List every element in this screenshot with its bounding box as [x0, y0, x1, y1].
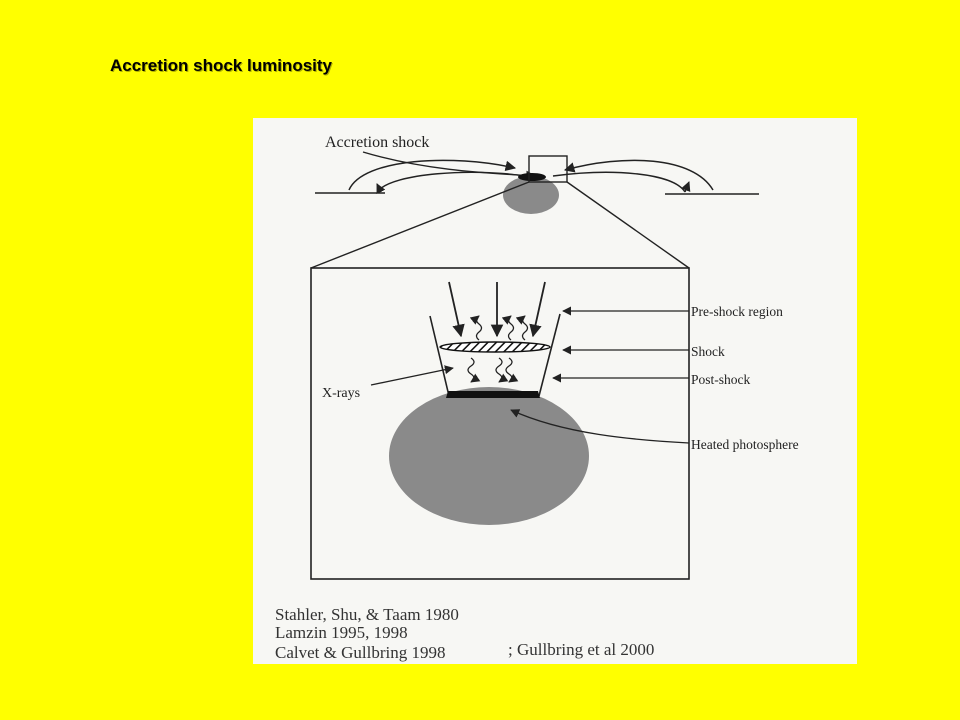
right-outer-flow-arrow — [565, 160, 713, 190]
column-wall-right — [539, 314, 560, 396]
photon-up-1 — [477, 316, 482, 340]
zoom-line-right — [567, 182, 689, 268]
right-upflow-arrow — [685, 182, 689, 192]
accretion-shock-figure — [253, 118, 857, 664]
accretion-shock-label: Accretion shock — [325, 134, 430, 151]
reference-line-1: Stahler, Shu, & Taam 1980 — [275, 605, 459, 624]
stellar-surface — [389, 387, 589, 525]
left-outer-flow-arrow — [349, 160, 515, 190]
xrays-label: X-rays — [322, 386, 361, 401]
shock-layer — [440, 342, 550, 352]
references — [275, 605, 654, 662]
photon-down-1 — [468, 358, 474, 382]
shock-label: Shock — [691, 344, 725, 359]
pre-shock-label: Pre-shock region — [691, 304, 783, 319]
photon-up-2 — [509, 316, 514, 340]
reference-line-3b: ; Gullbring et al 2000 — [508, 640, 655, 659]
right-inner-flow — [553, 172, 685, 192]
xrays-pointer — [371, 368, 453, 385]
infall-arrow-1 — [449, 282, 461, 336]
reference-line-2: Lamzin 1995, 1998 — [275, 623, 408, 642]
small-shock-cap — [518, 173, 546, 181]
heated-photosphere-label: Heated photosphere — [691, 437, 799, 452]
heated-photosphere-band — [446, 391, 540, 398]
slide-title: Accretion shock luminosity — [110, 56, 332, 75]
infall-arrow-3 — [533, 282, 545, 336]
photon-down-2 — [496, 358, 502, 382]
zoomed-schematic — [322, 282, 589, 525]
photon-up-3 — [523, 316, 528, 340]
column-wall-left — [430, 316, 449, 396]
left-inner-flow — [378, 172, 525, 191]
reference-line-3a: Calvet & Gullbring 1998 — [275, 643, 446, 662]
zoom-line-left — [311, 182, 529, 268]
top-schematic — [315, 134, 759, 214]
post-shock-label: Post-shock — [691, 372, 751, 387]
photon-down-3 — [506, 358, 512, 382]
